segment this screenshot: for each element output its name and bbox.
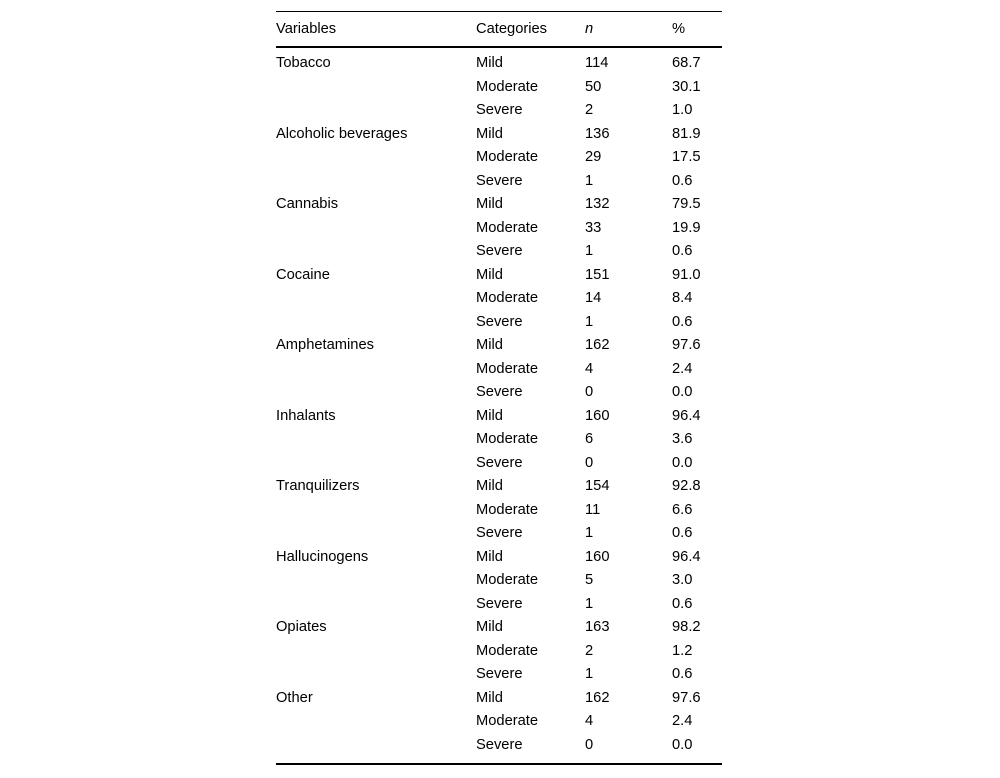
cell-percent: 19.9	[672, 219, 701, 236]
table-row	[276, 48, 722, 76]
table-row	[276, 499, 722, 523]
cell-category: Moderate	[476, 713, 539, 729]
cell-variable-empty	[276, 522, 476, 546]
table-body	[276, 48, 722, 764]
cell-percent: 81.9	[672, 125, 701, 142]
cell-variable-empty	[276, 311, 476, 335]
cell-variable-empty	[276, 710, 476, 734]
cell-category: Moderate	[476, 78, 539, 95]
cell-category: Mild	[476, 55, 503, 71]
cell-variable: Other	[276, 689, 313, 706]
table-head	[276, 12, 722, 49]
cell-category: Severe	[476, 384, 523, 400]
cell-n: 160	[585, 548, 610, 565]
cell-percent: 0.0	[672, 384, 693, 400]
table-row	[276, 616, 722, 640]
table-row	[276, 311, 722, 335]
cell-variable: Opiates	[276, 619, 327, 635]
cell-variable: Hallucinogens	[276, 548, 369, 565]
table-row	[276, 593, 722, 617]
cell-variable-empty	[276, 734, 476, 765]
table-row	[276, 452, 722, 476]
cell-n: 4	[585, 713, 594, 729]
cell-variable-empty	[276, 146, 476, 170]
cell-n: 4	[585, 360, 594, 377]
table-row	[276, 475, 722, 499]
cell-variable: Alcoholic beverages	[276, 125, 408, 142]
cell-percent: 79.5	[672, 196, 701, 212]
cell-category: Severe	[476, 666, 523, 682]
table-row	[276, 170, 722, 194]
cell-n: 154	[585, 478, 610, 494]
cell-variable-empty	[276, 428, 476, 452]
table-row	[276, 193, 722, 217]
cell-percent: 1.2	[672, 642, 693, 659]
cell-variable: Amphetamines	[276, 337, 374, 353]
cell-n: 162	[585, 689, 610, 706]
cell-variable: Cocaine	[276, 266, 330, 283]
table-row	[276, 217, 722, 241]
cell-percent: 92.8	[672, 478, 701, 494]
table-foot	[276, 764, 722, 765]
table-row	[276, 123, 722, 147]
table-row	[276, 710, 722, 734]
cell-n: 0	[585, 454, 594, 471]
cell-variable-empty	[276, 76, 476, 100]
cell-n: 1	[585, 172, 594, 189]
cell-n: 2	[585, 102, 594, 118]
cell-n: 136	[585, 125, 610, 142]
cell-n: 33	[585, 219, 602, 236]
cell-category: Severe	[476, 172, 523, 189]
cell-category: Severe	[476, 454, 523, 471]
cell-variable-empty	[276, 499, 476, 523]
cell-percent: 0.6	[672, 525, 693, 541]
cell-percent: 6.6	[672, 501, 693, 518]
cell-category: Mild	[476, 689, 503, 706]
cell-category: Mild	[476, 478, 503, 494]
cell-variable-empty	[276, 240, 476, 264]
cell-n: 2	[585, 642, 594, 659]
cell-variable-empty	[276, 640, 476, 664]
column-header-categories: Categories	[476, 21, 548, 37]
cell-variable: Tobacco	[276, 55, 331, 71]
table-row	[276, 287, 722, 311]
cell-n: 1	[585, 666, 594, 682]
cell-category: Severe	[476, 243, 523, 259]
cell-category: Moderate	[476, 219, 539, 236]
table-row	[276, 428, 722, 452]
cell-variable-empty	[276, 217, 476, 241]
table-row	[276, 522, 722, 546]
cell-category: Mild	[476, 266, 503, 283]
cell-category: Moderate	[476, 360, 539, 377]
table-row	[276, 334, 722, 358]
cell-percent: 0.6	[672, 595, 693, 612]
cell-variable: Inhalants	[276, 407, 336, 424]
cell-percent: 96.4	[672, 548, 701, 565]
cell-variable-empty	[276, 381, 476, 405]
cell-percent: 1.0	[672, 102, 693, 118]
cell-variable-empty	[276, 358, 476, 382]
table-row	[276, 240, 722, 264]
cell-category: Moderate	[476, 501, 539, 518]
cell-percent: 0.6	[672, 243, 693, 259]
cell-n: 14	[585, 290, 602, 306]
cell-percent: 3.6	[672, 431, 693, 447]
cell-n: 162	[585, 337, 610, 353]
table-header-row	[276, 12, 722, 47]
cell-percent: 0.6	[672, 172, 693, 189]
cell-variable-empty	[276, 287, 476, 311]
cell-category: Severe	[476, 595, 523, 612]
cell-category: Moderate	[476, 431, 539, 447]
table-row	[276, 687, 722, 711]
cell-n: 1	[585, 243, 594, 259]
table-row	[276, 358, 722, 382]
statistics-table-container	[276, 11, 722, 765]
column-header-n: n	[585, 21, 594, 37]
cell-n: 0	[585, 736, 594, 753]
cell-category: Moderate	[476, 572, 539, 588]
cell-percent: 17.5	[672, 149, 701, 165]
table-row	[276, 569, 722, 593]
cell-n: 114	[585, 55, 609, 71]
table-row	[276, 264, 722, 288]
cell-percent: 2.4	[672, 713, 693, 729]
cell-n: 1	[585, 525, 594, 541]
cell-variable-empty	[276, 170, 476, 194]
cell-category: Moderate	[476, 149, 539, 165]
table-row	[276, 146, 722, 170]
cell-n: 160	[585, 407, 610, 424]
cell-variable-empty	[276, 569, 476, 593]
cell-category: Mild	[476, 548, 503, 565]
cell-n: 132	[585, 196, 610, 212]
cell-percent: 30.1	[672, 78, 701, 95]
cell-n: 1	[585, 595, 594, 612]
cell-percent: 0.0	[672, 454, 693, 471]
table-row	[276, 405, 722, 429]
column-header-variables: Variables	[276, 21, 337, 37]
cell-n: 5	[585, 572, 594, 588]
cell-n: 151	[585, 266, 610, 283]
column-header-percent: %	[672, 21, 686, 37]
cell-n: 50	[585, 78, 602, 95]
cell-category: Severe	[476, 525, 523, 541]
cell-category: Moderate	[476, 642, 539, 659]
cell-percent: 98.2	[672, 619, 701, 635]
cell-category: Mild	[476, 337, 503, 353]
cell-variable-empty	[276, 593, 476, 617]
table-row	[276, 663, 722, 687]
cell-category: Mild	[476, 407, 503, 424]
cell-category: Severe	[476, 736, 523, 753]
table-row	[276, 640, 722, 664]
cell-n: 163	[585, 619, 610, 635]
table-row	[276, 99, 722, 123]
cell-category: Mild	[476, 619, 503, 635]
cell-n: 1	[585, 313, 594, 330]
cell-percent: 97.6	[672, 337, 701, 353]
table-row	[276, 546, 722, 570]
cell-percent: 97.6	[672, 689, 701, 706]
cell-n: 6	[585, 431, 594, 447]
cell-variable-empty	[276, 663, 476, 687]
cell-n: 29	[585, 149, 602, 165]
cell-variable-empty	[276, 99, 476, 123]
cell-percent: 0.6	[672, 313, 693, 330]
table-row	[276, 734, 722, 765]
substance-severity-table	[276, 11, 722, 765]
cell-variable: Tranquilizers	[276, 478, 360, 494]
cell-percent: 3.0	[672, 572, 693, 588]
cell-percent: 8.4	[672, 290, 693, 306]
cell-category: Mild	[476, 196, 503, 212]
cell-percent: 96.4	[672, 407, 701, 424]
cell-n: 11	[585, 501, 601, 518]
table-row	[276, 76, 722, 100]
cell-percent: 0.6	[672, 666, 693, 682]
cell-percent: 0.0	[672, 736, 693, 753]
table-rule-bottom	[276, 764, 722, 765]
cell-category: Severe	[476, 313, 523, 330]
cell-variable-empty	[276, 452, 476, 476]
cell-percent: 2.4	[672, 360, 693, 377]
cell-category: Severe	[476, 102, 523, 118]
cell-variable: Cannabis	[276, 196, 339, 212]
cell-percent: 68.7	[672, 55, 701, 71]
cell-n: 0	[585, 384, 594, 400]
cell-category: Moderate	[476, 290, 539, 306]
table-row	[276, 381, 722, 405]
cell-category: Mild	[476, 125, 503, 142]
cell-percent: 91.0	[672, 266, 701, 283]
